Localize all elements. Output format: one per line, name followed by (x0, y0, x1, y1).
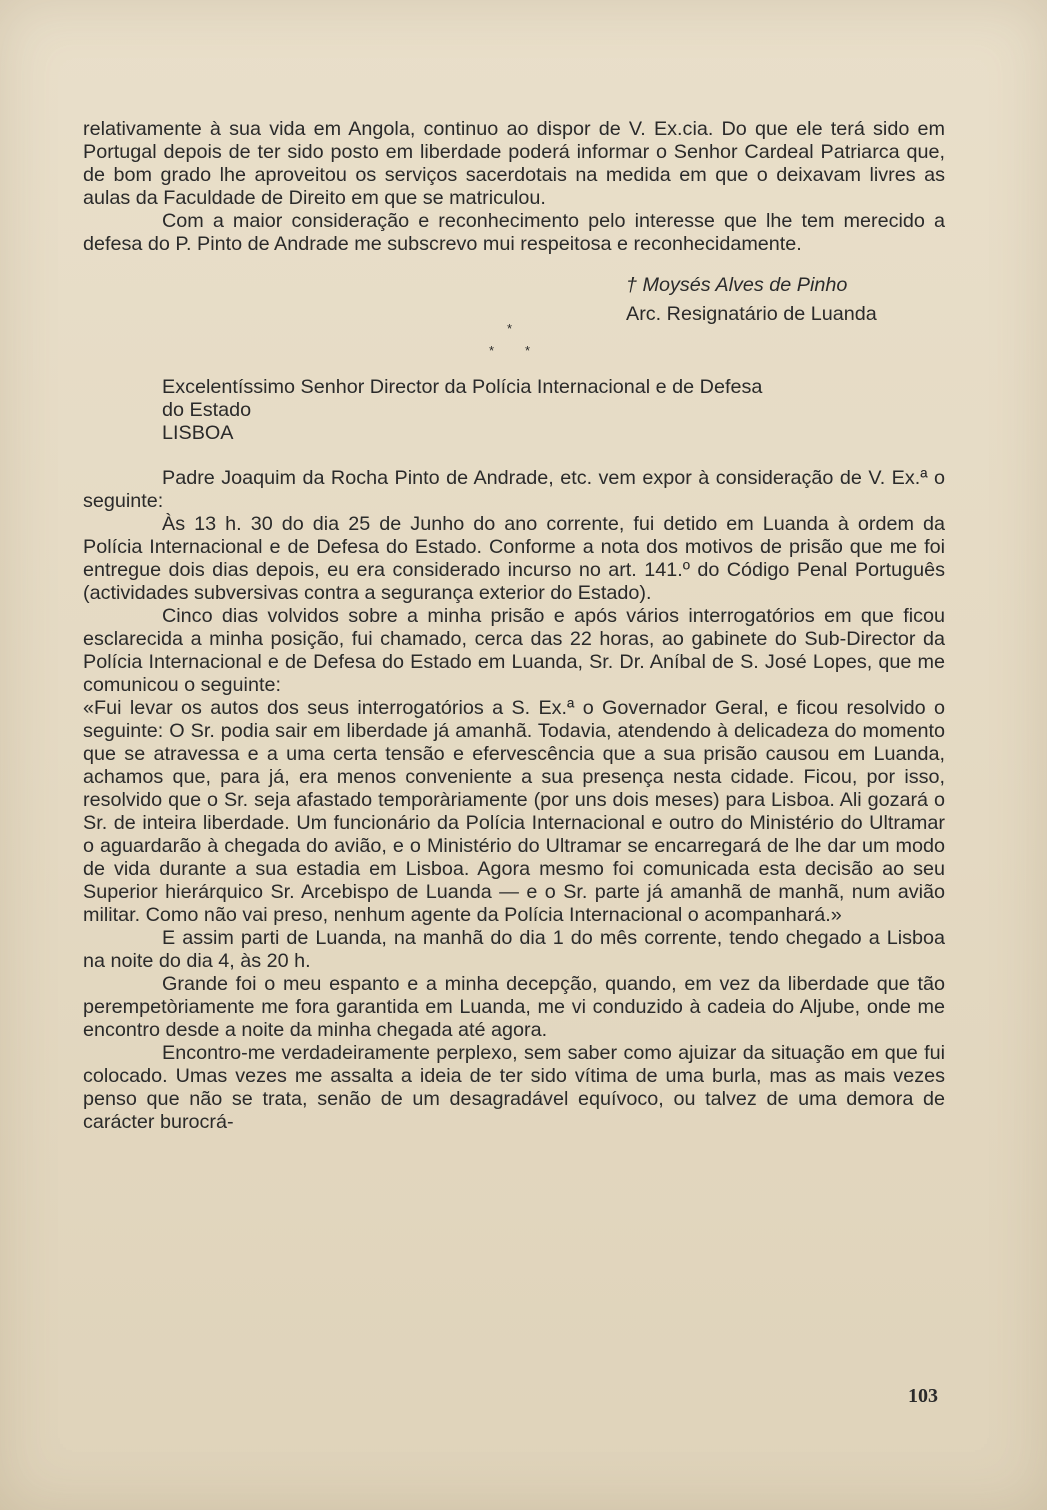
petition-paragraph-interrogation: Cinco dias volvidos sobre a minha prisão e após vários interrogatórios em que ficou esclarecida a minha posição, fui chamado, cerca das 22 horas, ao gabinete do Sub-Director da Polícia Internacional e de Defesa do Estado em Luanda, Sr. Dr. Aníbal de S. José Lopes, que me comunicou o seguinte: (83, 605, 945, 696)
letter-paragraph-continuation: relativamente à sua vida em Angola, continuo ao dispor de V. Ex.cia. Do que ele terá sido em Portugal depois de ter sido posto em liberdade poderá informar o Senhor Cardeal Patriarca que, de bom grado lhe aproveitou os serviços sacerdotais na medida em que o deixavam livres as aulas da Faculdade de Direito em que se matriculou. (83, 118, 945, 209)
separator-star: * (507, 321, 513, 336)
petition-paragraph-intro: Padre Joaquim da Rocha Pinto de Andrade, etc. vem expor à consideração de V. Ex.ª o seguinte: (83, 467, 945, 512)
section-separator (83, 321, 945, 364)
petition-paragraph-surprise: Grande foi o meu espanto e a minha decepção, quando, em vez da liberdade que tão perempetòriamente me fora garantida em Luanda, me vi conduzido à cadeia do Aljube, onde me encontro desde a noite da minha chegada até agora. (83, 973, 945, 1041)
address-line-recipient-cont: do Estado (162, 399, 252, 421)
signature-title: Arc. Resignatário de Luanda (626, 303, 877, 325)
separator-star: * (525, 343, 531, 358)
petition-paragraph-detention: Às 13 h. 30 do dia 25 de Junho do ano corrente, fui detido em Luanda à ordem da Polícia Internacional e de Defesa do Estado. Conforme a nota dos motivos de prisão que me foi entregue dois dias depois, eu era considerado incurso no art. 141.º do Código Penal Português (actividades subversivas contra a segurança exterior do Estado). (83, 513, 945, 604)
address-line-recipient: Excelentíssimo Senhor Director da Polícia Internacional e de Defesa (162, 376, 763, 398)
address-line-city: LISBOA (162, 422, 234, 444)
letter-paragraph-closing: Com a maior consideração e reconhecimento pelo interesse que lhe tem merecido a defesa do P. Pinto de Andrade me subscrevo mui respeitosa e reconhecidamente. (83, 210, 945, 255)
page-number: 103 (908, 1385, 938, 1407)
page-text (83, 118, 945, 1134)
petition-paragraph-perplexed: Encontro-me verdadeiramente perplexo, sem saber como ajuizar da situação em que fui colocado. Umas vezes me assalta a ideia de ter sido vítima de uma burla, mas as mais vezes penso que não se trata, senão de um desagradável equívoco, ou talvez de uma demora de carácter burocrá- (83, 1042, 945, 1133)
petition-paragraph-departure: E assim parti de Luanda, na manhã do dia 1 do mês corrente, tendo chegado a Lisboa na noite do dia 4, às 20 h. (83, 927, 945, 972)
signature-name: † Moysés Alves de Pinho (626, 274, 848, 296)
separator-star: * (489, 343, 495, 358)
petition-paragraph-quote: «Fui levar os autos dos seus interrogatórios a S. Ex.ª o Governador Geral, e ficou resolvido o seguinte: O Sr. podia sair em liberdade já amanhã. Todavia, atendendo à delicadeza do momento que se atravessa e a uma certa tensão e efervescência que a sua prisão causou em Luanda, achamos que, para já, era menos conveniente a sua presença nesta cidade. Ficou, por isso, resolvido que o Sr. seja afastado temporàriamente (por uns dois meses) para Lisboa. Ali gozará o Sr. de inteira liberdade. Um funcionário da Polícia Internacional e outro do Ministério do Ultramar o aguardarão à chegada do avião, e o Ministério do Ultramar se encarregará de lhe dar um modo de vida durante a sua estadia em Lisboa. Agora mesmo foi comunicada esta decisão ao seu Superior hierárquico Sr. Arcebispo de Luanda — e o Sr. parte já amanhã de manhã, num avião militar. Como não vai preso, nenhum agente da Polícia Internacional o acompanhará.» (83, 697, 945, 926)
